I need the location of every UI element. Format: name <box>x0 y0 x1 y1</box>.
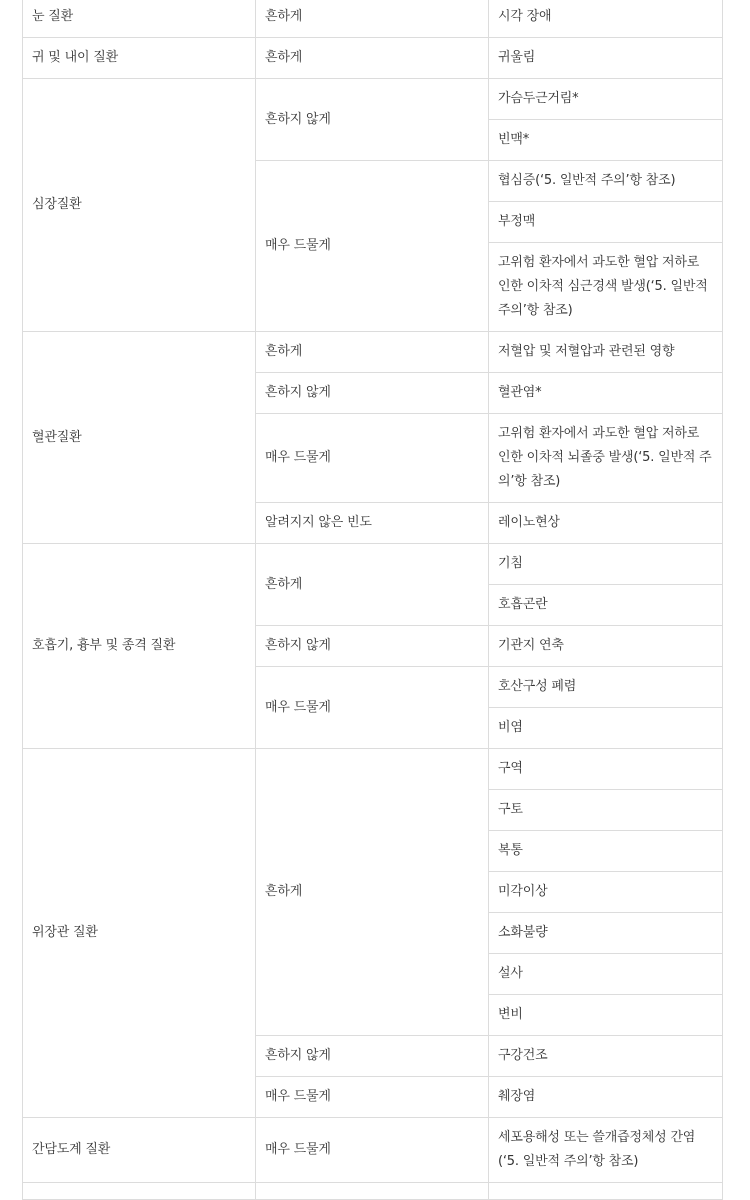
reaction-cell: 구역 <box>489 749 723 790</box>
organ-class-cell: 위장관 질환 <box>23 749 256 1118</box>
reaction-cell: 기침 <box>489 544 723 585</box>
reaction-cell: 복통 <box>489 831 723 872</box>
reaction-cell: 호흡곤란 <box>489 585 723 626</box>
table-row <box>23 0 723 38</box>
frequency-cell: 매우 드물게 <box>256 414 489 503</box>
table-row <box>23 1183 723 1200</box>
organ-class-cell: 호흡기, 흉부 및 종격 질환 <box>23 544 256 749</box>
reaction-cell: 미각이상 <box>489 872 723 913</box>
table-row <box>23 332 723 373</box>
table-row <box>23 544 723 585</box>
reaction-cell: 소화불량 <box>489 913 723 954</box>
organ-class-cell: 심장질환 <box>23 79 256 332</box>
organ-class-cell: 혈관질환 <box>23 332 256 544</box>
frequency-cell: 알려지지 않은 빈도 <box>256 503 489 544</box>
reaction-cell: 빈맥* <box>489 120 723 161</box>
frequency-cell: 매우 드물게 <box>256 1118 489 1183</box>
reaction-cell: 저혈압 및 저혈압과 관련된 영향 <box>489 332 723 373</box>
frequency-cell: 흔하게 <box>256 0 489 38</box>
reaction-cell: 췌장염 <box>489 1077 723 1118</box>
frequency-cell: 흔하지 않게 <box>256 626 489 667</box>
table-body <box>23 0 723 1200</box>
table-row <box>23 38 723 79</box>
frequency-cell: 매우 드물게 <box>256 1077 489 1118</box>
reaction-cell: 부정맥 <box>489 202 723 243</box>
reaction-cell: 가슴두근거림* <box>489 79 723 120</box>
frequency-cell: 매우 드물게 <box>256 161 489 332</box>
frequency-cell: 흔하지 않게 <box>256 373 489 414</box>
reaction-cell: 고위험 환자에서 과도한 혈압 저하로 인한 이차적 뇌졸중 발생(‘5. 일반적 주의’항 참조) <box>489 414 723 503</box>
frequency-cell: 흔하지 않게 <box>256 79 489 161</box>
organ-class-cell: 눈 질환 <box>23 0 256 38</box>
frequency-cell <box>256 1183 489 1200</box>
reaction-cell: 호산구성 폐렴 <box>489 667 723 708</box>
organ-class-cell <box>23 1183 256 1200</box>
reaction-cell: 비염 <box>489 708 723 749</box>
reaction-cell: 레이노현상 <box>489 503 723 544</box>
reaction-cell: 귀울림 <box>489 38 723 79</box>
reaction-cell: 협심증(‘5. 일반적 주의’항 참조) <box>489 161 723 202</box>
frequency-cell: 흔하게 <box>256 38 489 79</box>
table-row <box>23 749 723 790</box>
reaction-cell: 구토 <box>489 790 723 831</box>
frequency-cell: 흔하게 <box>256 544 489 626</box>
frequency-cell: 흔하게 <box>256 749 489 1036</box>
reaction-cell: 기관지 연축 <box>489 626 723 667</box>
reaction-cell <box>489 1183 723 1200</box>
reaction-cell: 시각 장애 <box>489 0 723 38</box>
organ-class-cell: 간담도계 질환 <box>23 1118 256 1183</box>
reaction-cell: 설사 <box>489 954 723 995</box>
reaction-cell: 고위험 환자에서 과도한 혈압 저하로 인한 이차적 심근경색 발생(‘5. 일반적 주의’항 참조) <box>489 243 723 332</box>
organ-class-cell: 귀 및 내이 질환 <box>23 38 256 79</box>
adverse-reaction-table <box>22 0 723 1200</box>
reaction-cell: 변비 <box>489 995 723 1036</box>
reaction-cell: 세포용해성 또는 쓸개즙정체성 간염(‘5. 일반적 주의’항 참조) <box>489 1118 723 1183</box>
table-row <box>23 1118 723 1183</box>
frequency-cell: 흔하게 <box>256 332 489 373</box>
reaction-cell: 구강건조 <box>489 1036 723 1077</box>
table-row <box>23 79 723 120</box>
frequency-cell: 매우 드물게 <box>256 667 489 749</box>
frequency-cell: 흔하지 않게 <box>256 1036 489 1077</box>
reaction-cell: 혈관염* <box>489 373 723 414</box>
